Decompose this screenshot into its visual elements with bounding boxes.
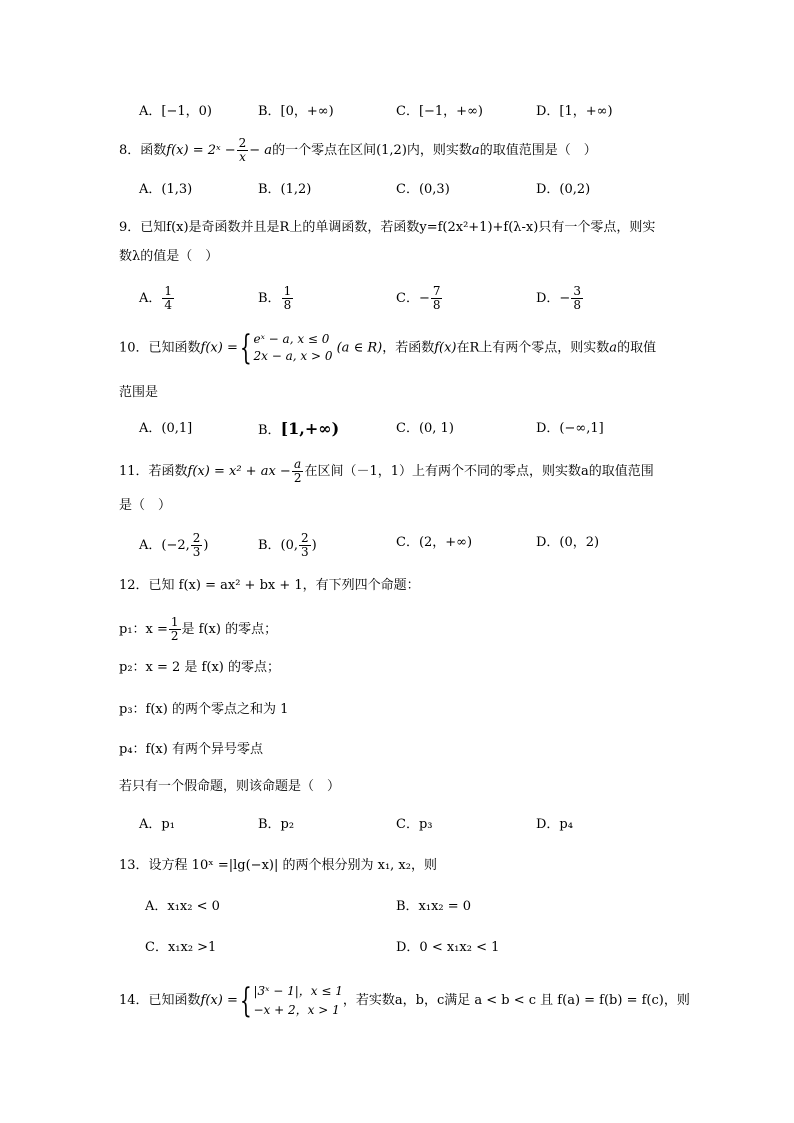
q12-question: 若只有一个假命题，则该命题是（ ） (119, 779, 341, 794)
q13-stem: 13．设方程 10ˣ =|lg(−x)| 的两个根分别为 x₁, x₂，则 (119, 858, 437, 873)
q9-option-a: A． $\frac{1}{4}$ (139, 284, 173, 312)
q9-option-c: C．− $\frac{7}{8}$ (396, 284, 441, 312)
q8-option-a: A．(1,3) (139, 182, 193, 197)
q11-option-a: A．(−2, $\frac{2}{3}$ ) (139, 531, 209, 559)
q12-proposition-p4: p₄：f(x) 有两个异号零点 (119, 742, 263, 757)
q14-function: f(x) = (200, 993, 238, 1008)
q9-stem-line2: 数λ的值是（ ） (119, 249, 219, 264)
q8-number: 8．函数 (119, 143, 167, 158)
q8-option-b: B．(1,2) (258, 182, 312, 197)
q8-fraction: $\frac{2}{x}$ (238, 136, 247, 164)
q13-option-a: A．x₁x₂ < 0 (145, 899, 220, 914)
q12-option-b: B．p₂ (258, 817, 295, 832)
q14-piecewise: { |3ˣ − 1|，x ≤ 1 −x + 2，x > 1 (239, 980, 343, 1021)
q10-option-d: D．(−∞,1] (536, 421, 604, 436)
q13-option-d: D．0 < x₁x₂ < 1 (396, 940, 500, 955)
q8-stem: 8．函数f(x) = 2ˣ − $\frac{2}{x}$ − a的一个零点在区间(1,2)内，则实数a的取值范围是（ ） (119, 136, 597, 164)
q7-option-b: B．[0，+∞) (258, 104, 334, 119)
q12-proposition-p3: p₃：f(x) 的两个零点之和为 1 (119, 702, 289, 717)
q12-stem: 12．已知 f(x) = ax² + bx + 1，有下列四个命题： (119, 578, 420, 593)
q10-piecewise: { eˣ − a, x ≤ 0 2x − a, x > 0 (239, 328, 333, 368)
q14-stem: 14．已知函数f(x) = { |3ˣ − 1|，x ≤ 1 −x + 2，x > 1 ，若实数a，b，c满足 a < b < c 且 f(a) = f(b) = f(c)，则 (119, 980, 690, 1021)
q11-option-d: D．(0，2) (536, 535, 600, 550)
q11-stem-line1: 11．若函数f(x) = x² + ax − $\frac{a}{2}$ 在区间（－1，1）上有两个不同的零点，则实数a的取值范围 (119, 457, 654, 485)
q8-option-c: C．(0,3) (396, 182, 450, 197)
q8-function: f(x) = 2ˣ − (166, 143, 236, 158)
q12-option-a: A．p₁ (139, 817, 175, 832)
q13-option-c: C．x₁x₂ >1 (145, 940, 217, 955)
q9-option-b: B． $\frac{1}{8}$ (258, 284, 292, 312)
q10-option-b: B．[1,+∞) (258, 419, 340, 438)
q11-stem-line2: 是（ ） (119, 498, 172, 513)
q12-proposition-p1: p₁：x = $\frac{1}{2}$ 是 f(x) 的零点； (119, 615, 278, 643)
q10-function: f(x) = (200, 340, 238, 356)
q11-option-b: B．(0, $\frac{2}{3}$ ) (258, 531, 317, 559)
q10-stem-line2: 范围是 (119, 385, 159, 400)
q11-option-c: C．(2，+∞) (396, 535, 473, 550)
q13-option-b: B．x₁x₂ = 0 (396, 899, 472, 914)
q10-option-a: A．(0,1] (139, 421, 193, 436)
q11-function: f(x) = x² + ax − (187, 464, 291, 479)
q9-stem-line1: 9．已知f(x)是奇函数并且是R上的单调函数，若函数y=f(2x²+1)+f(λ-x)只有一个零点，则实 (119, 220, 656, 235)
q12-option-d: D．p₄ (536, 817, 573, 832)
q8-option-d: D．(0,2) (536, 182, 591, 197)
q10-option-c: C．(0, 1) (396, 421, 454, 436)
q7-option-c: C．[−1，+∞) (396, 104, 483, 119)
q12-proposition-p2: p₂：x = 2 是 f(x) 的零点； (119, 660, 280, 675)
q8-interval: (1,2) (376, 143, 407, 158)
q9-option-d: D．− $\frac{3}{8}$ (536, 284, 581, 312)
q10-stem-line1: 10．已知函数f(x) = { eˣ − a, x ≤ 0 2x − a, x > 0 (a ∈ R)，若函数f(x)在R上有两个零点，则实数a的取值 (119, 328, 657, 368)
q7-option-d: D．[1，+∞) (536, 104, 613, 119)
q7-option-a: A．[−1，0) (139, 104, 212, 119)
q12-option-c: C．p₃ (396, 817, 433, 832)
